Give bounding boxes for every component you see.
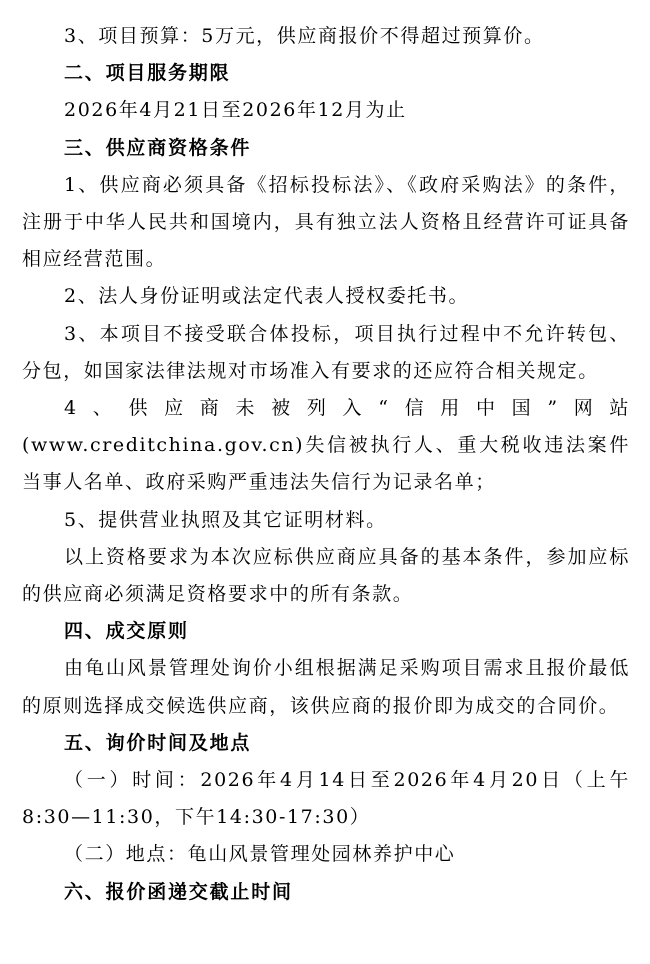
inquiry-place-paragraph: （二）地点：龟山风景管理处园林养护中心	[64, 843, 456, 866]
qualification-item-5: 5、提供营业执照及其它证明材料。	[64, 508, 387, 531]
principle-paragraph: 由龟山风景管理处询价小组根据满足采购项目需求且报价最低的原则选择成交候选供应商，该供应商的报价即为成交的合同价。	[22, 657, 630, 717]
qualification-item-4-first-line: 4、供应商未被列入“信用中国”网站	[64, 397, 630, 420]
inquiry-time-paragraph: （一）时间：2026年4月14日至2026年4月20日（上午8:30—11:30，下午14:30-17:30）	[22, 769, 630, 829]
qualification-item-3: 3、本项目不接受联合体投标，项目执行过程中不允许转包、分包，如国家法律法规对市场准入有要求的还应符合相关规定。	[22, 322, 630, 382]
section-heading-principle: 四、成交原则	[64, 620, 189, 643]
section-heading-deadline: 六、报价函递交截止时间	[64, 880, 293, 903]
section-heading-qualification: 三、供应商资格条件	[64, 136, 252, 159]
budget-paragraph: 3、项目预算：5万元，供应商报价不得超过预算价。	[64, 25, 545, 47]
qualification-summary: 以上资格要求为本次应标供应商应具备的基本条件，参加应标的供应商必须满足资格要求中的所有条款。	[22, 545, 630, 606]
qualification-item-2: 2、法人身份证明或法定代表人授权委托书。	[64, 285, 470, 308]
section-heading-service-period: 二、项目服务期限	[64, 62, 231, 85]
service-period-paragraph: 2026年4月21日至2026年12月为止	[64, 99, 407, 122]
qualification-item-1: 1、供应商必须具备《招标投标法》、《政府采购法》的条件，注册于中华人民共和国境内，具有独立法人资格且经营许可证具备相应经营范围。	[22, 173, 630, 271]
qualification-item-4-rest: (www.creditchina.gov.cn)失信被执行人、重大税收违法案件当事人名单、政府采购严重违法失信行为记录名单；	[22, 434, 630, 494]
section-heading-time-place: 五、询价时间及地点	[64, 731, 252, 754]
